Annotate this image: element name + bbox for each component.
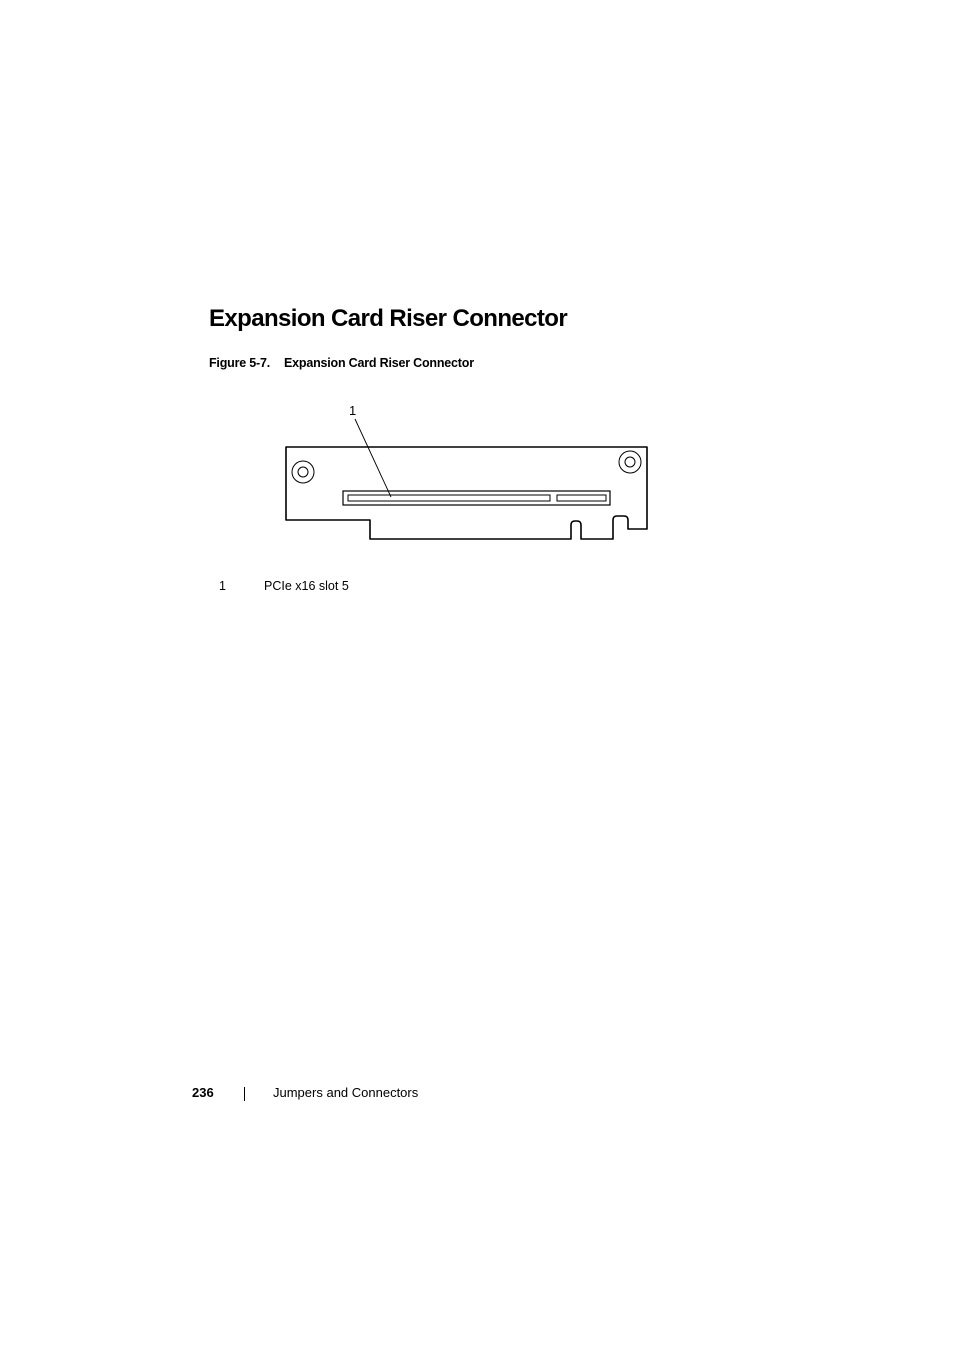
legend-row — [0, 578, 954, 596]
figure-caption — [209, 355, 474, 371]
riser-card-diagram — [270, 395, 660, 550]
section-title: Expansion Card Riser Connector — [209, 305, 568, 332]
riser-board-outline — [286, 447, 647, 539]
footer-page-number: 236 — [192, 1085, 214, 1100]
mounting-hole-right — [619, 451, 641, 473]
footer-divider — [244, 1087, 245, 1101]
mounting-hole-left — [292, 461, 314, 483]
callout-number: 1 — [349, 403, 357, 418]
legend-number: 1 — [219, 579, 226, 593]
figure-title: Expansion Card Riser Connector — [284, 356, 474, 370]
figure-label: Figure 5-7. — [209, 356, 271, 370]
footer-chapter-title: Jumpers and Connectors — [273, 1085, 419, 1100]
pcie-slot-short-segment — [557, 495, 606, 501]
pcie-slot-long-segment — [348, 495, 550, 501]
pcie-slot-housing — [343, 491, 610, 505]
legend-text: PCIe x16 slot 5 — [264, 579, 349, 593]
callout-leader-line — [355, 419, 391, 497]
